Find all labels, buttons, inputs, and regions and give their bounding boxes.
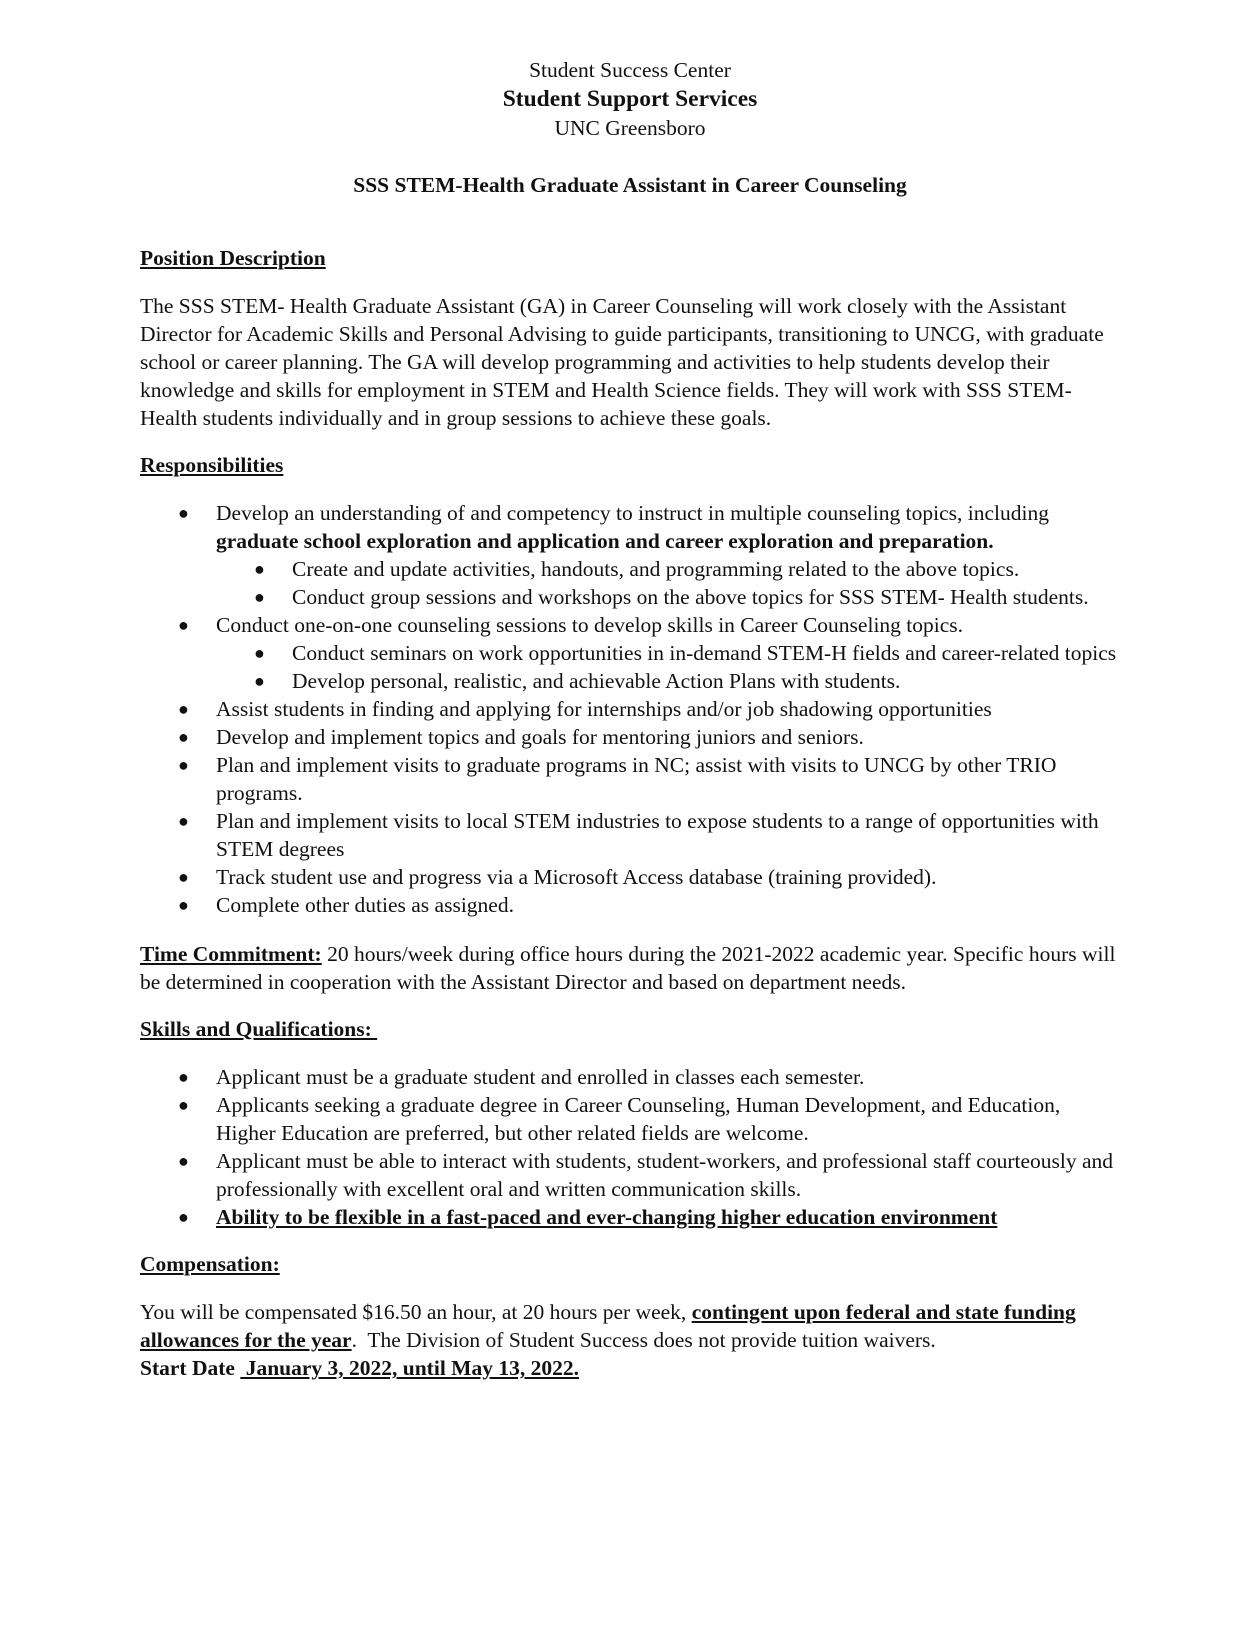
sub-list-item-text: Conduct group sessions and workshops on the above topics for SSS STEM- Health students. [292, 585, 1089, 609]
list-item [140, 723, 1120, 751]
bullet-icon: ● [178, 895, 189, 915]
sub-list-item-text: Conduct seminars on work opportunities in in-demand STEM-H fields and career-related topics [292, 641, 1117, 665]
skills-list [140, 1063, 1120, 1231]
sub-list [216, 639, 1120, 695]
bullet-icon: ● [254, 587, 265, 607]
list-item-text: Plan and implement visits to graduate programs in NC; assist with visits to UNCG by other TRIO programs. [216, 753, 1057, 805]
bullet-icon: ● [178, 1207, 189, 1227]
bullet-icon: ● [178, 755, 189, 775]
list-item [140, 1063, 1120, 1091]
sub-list-item-text: Develop personal, realistic, and achievable Action Plans with students. [292, 669, 901, 693]
list-item [140, 611, 1120, 695]
compensation-funding-note: contingent upon federal and state funding allowances for the year [140, 1300, 1076, 1352]
compensation-text: You will be compensated $16.50 an hour, at 20 hours per week, [140, 1300, 692, 1324]
bullet-icon: ● [178, 1067, 189, 1087]
bullet-icon: ● [178, 699, 189, 719]
list-item-bold-text: graduate school exploration and application and career exploration and preparation. [216, 529, 994, 553]
sub-list [216, 555, 1120, 611]
list-item-text: Develop an understanding of and competency to instruct in multiple counseling topics, including [216, 501, 1049, 525]
responsibilities-heading: Responsibilities [140, 453, 284, 477]
bullet-icon: ● [178, 727, 189, 747]
compensation-section [140, 1252, 1120, 1382]
list-item-text: Complete other duties as assigned. [216, 893, 514, 917]
bullet-icon: ● [178, 811, 189, 831]
bullet-icon: ● [254, 671, 265, 691]
bullet-icon: ● [254, 559, 265, 579]
list-item-text: Applicant must be a graduate student and enrolled in classes each semester. [216, 1065, 865, 1089]
list-item-text: Conduct one-on-one counseling sessions to develop skills in Career Counseling topics. [216, 613, 964, 637]
header-university: UNC Greensboro [554, 116, 706, 140]
list-item [140, 499, 1120, 611]
list-item [140, 807, 1120, 863]
skills-heading: Skills and Qualifications: [140, 1017, 378, 1041]
list-item-text: Track student use and progress via a Microsoft Access database (training provided). [216, 865, 937, 889]
bullet-icon: ● [178, 615, 189, 635]
sub-list-item [216, 667, 1120, 695]
document-header [140, 56, 1120, 143]
sub-list-item [216, 639, 1120, 667]
sub-list-item [216, 555, 1120, 583]
list-item-text: Develop and implement topics and goals for mentoring juniors and seniors. [216, 725, 864, 749]
list-item [140, 695, 1120, 723]
compensation-heading: Compensation: [140, 1252, 280, 1276]
bullet-icon: ● [178, 503, 189, 523]
sub-list-item-text: Create and update activities, handouts, and programming related to the above topics. [292, 557, 1020, 581]
bullet-icon: ● [178, 1095, 189, 1115]
bullet-icon: ● [178, 1151, 189, 1171]
position-description-section [140, 246, 1120, 432]
job-title: SSS STEM-Health Graduate Assistant in Career Counseling [353, 173, 907, 197]
list-item [140, 863, 1120, 891]
document-page [140, 56, 1120, 1382]
skills-section [140, 1017, 1120, 1231]
time-commitment-paragraph [140, 940, 1120, 996]
time-commitment-label: Time Commitment: [140, 942, 322, 966]
start-date-label: Start Date [140, 1356, 241, 1380]
list-item [140, 1147, 1120, 1203]
list-item [140, 891, 1120, 919]
list-item [140, 751, 1120, 807]
compensation-tuition-note: . The Division of Student Success does not provide tuition waivers. [351, 1328, 936, 1352]
position-description-body: The SSS STEM- Health Graduate Assistant (GA) in Career Counseling will work closely with the Assistant Director for Academic Skills and Personal Advising to guide participants, transitioning to UNCG, with graduate school or career planning. The GA will develop programming and activities to help students develop their knowledge and skills for employment in STEM and Health Science fields. They will work with SSS STEM- Health students individually and in group sessions to achieve these goals. [140, 294, 1104, 430]
time-commitment-text: 20 hours/week during office hours during the 2021-2022 academic year. Specific hours will be determined in cooperation with the Assistant Director and based on department needs. [140, 942, 1116, 994]
sub-list-item [216, 583, 1120, 611]
list-item [140, 1091, 1120, 1147]
list-item [140, 1203, 1120, 1231]
compensation-body [140, 1298, 1120, 1382]
list-item-text: Applicant must be able to interact with students, student-workers, and professional staff courteously and professionally with excellent oral and written communication skills. [216, 1149, 1114, 1201]
list-item-text: Plan and implement visits to local STEM industries to expose students to a range of opportunities with STEM degrees [216, 809, 1099, 861]
start-date-value: January 3, 2022, until May 13, 2022. [240, 1356, 579, 1380]
responsibilities-list [140, 499, 1120, 919]
responsibilities-section [140, 453, 1120, 919]
bullet-icon: ● [178, 867, 189, 887]
header-department: Student Support Services [502, 86, 758, 112]
list-item-text: Ability to be flexible in a fast-paced and ever-changing higher education environment [216, 1205, 998, 1229]
bullet-icon: ● [254, 643, 265, 663]
list-item-text: Applicants seeking a graduate degree in Career Counseling, Human Development, and Education, Higher Education are preferred, but other related fields are welcome. [216, 1093, 1061, 1145]
position-description-heading: Position Description [140, 246, 326, 270]
header-center-name: Student Success Center [529, 58, 731, 82]
list-item-text: Assist students in finding and applying for internships and/or job shadowing opportunities [216, 697, 992, 721]
